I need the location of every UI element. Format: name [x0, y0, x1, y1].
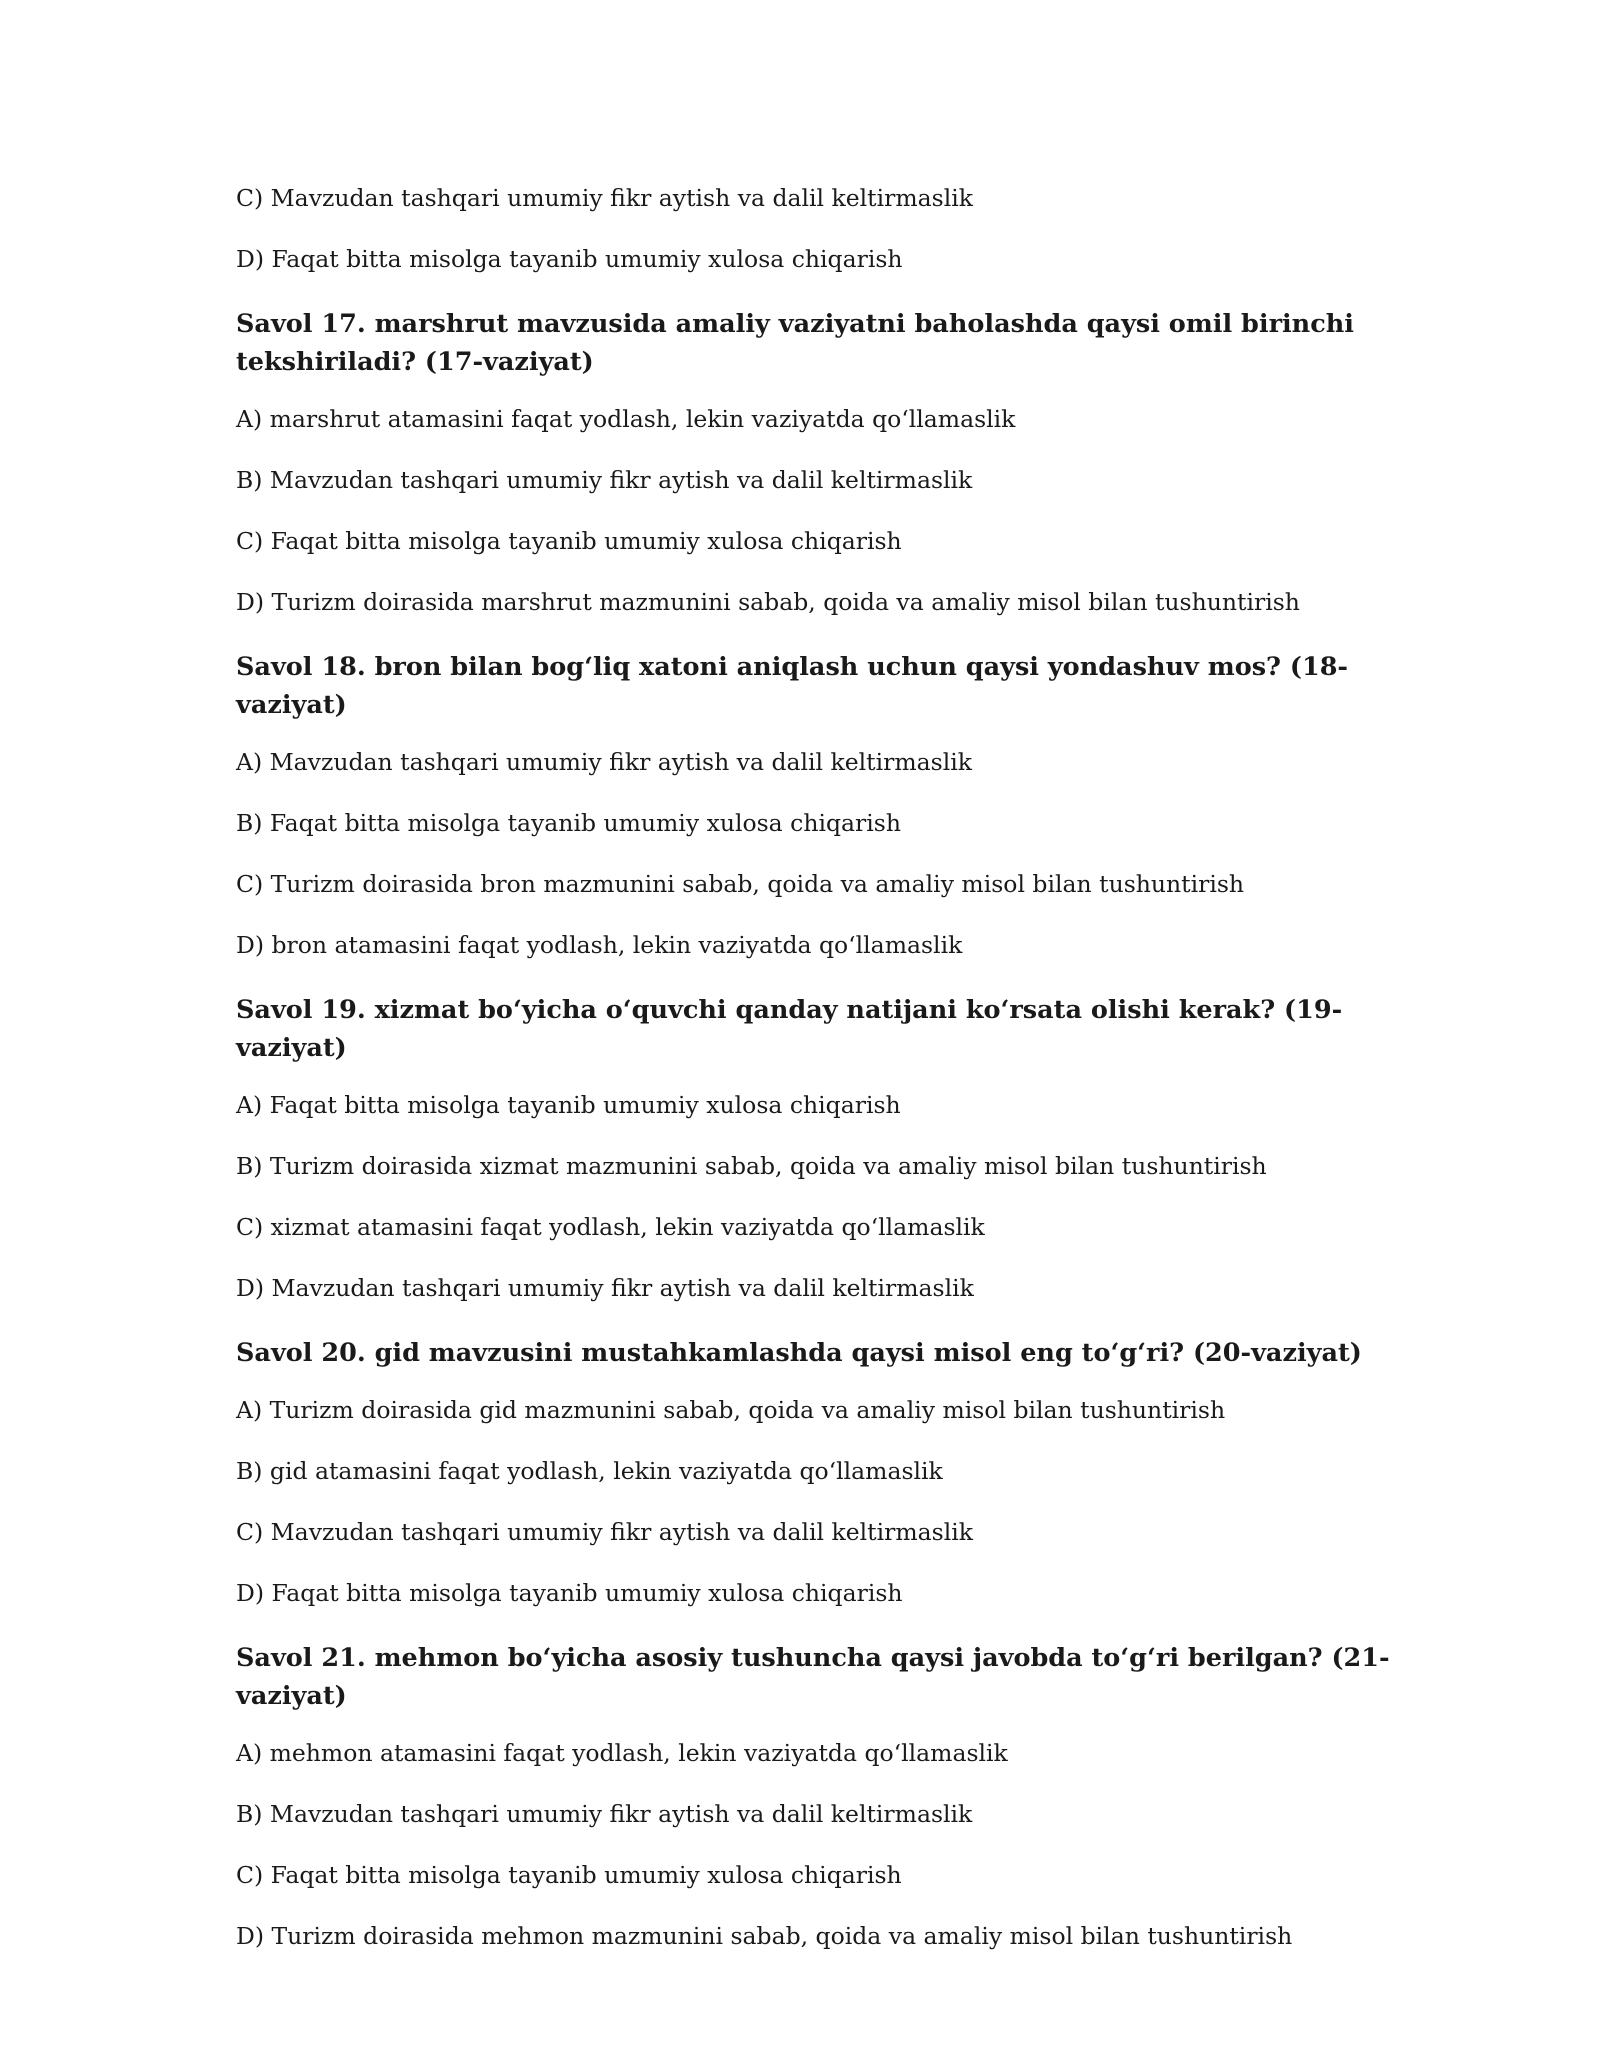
answer-option: C) xizmat atamasini faqat yodlash, lekin vaziyatda qo‘llamaslik	[236, 1213, 985, 1241]
answer-option: D) Faqat bitta misolga tayanib umumiy xulosa chiqarish	[236, 1579, 903, 1607]
document-page	[236, 183, 1396, 1982]
answer-option: B) gid atamasini faqat yodlash, lekin vaziyatda qo‘llamaslik	[236, 1457, 943, 1485]
answer-option: C) Turizm doirasida bron mazmunini sabab, qoida va amaliy misol bilan tushuntirish	[236, 870, 1245, 898]
answer-option: A) Turizm doirasida gid mazmunini sabab, qoida va amaliy misol bilan tushuntirish	[236, 1396, 1226, 1424]
answer-option: D) Turizm doirasida marshrut mazmunini sabab, qoida va amaliy misol bilan tushuntirish	[236, 588, 1300, 616]
answer-option: D) Mavzudan tashqari umumiy fikr aytish va dalil keltirmaslik	[236, 1274, 974, 1302]
answer-option: C) Mavzudan tashqari umumiy fikr aytish va dalil keltirmaslik	[236, 1518, 974, 1546]
answer-option: C) Mavzudan tashqari umumiy fikr aytish va dalil keltirmaslik	[236, 184, 974, 212]
answer-option: B) Turizm doirasida xizmat mazmunini sabab, qoida va amaliy misol bilan tushuntirish	[236, 1152, 1267, 1180]
question-title: Savol 21. mehmon bo‘yicha asosiy tushuncha qaysi javobda to‘g‘ri berilgan? (21-vaziyat)	[236, 1643, 1390, 1711]
question-title: Savol 20. gid mavzusini mustahkamlashda qaysi misol eng to‘g‘ri? (20-vaziyat)	[236, 1338, 1362, 1368]
answer-option: B) Mavzudan tashqari umumiy fikr aytish va dalil keltirmaslik	[236, 466, 973, 494]
answer-option: C) Faqat bitta misolga tayanib umumiy xulosa chiqarish	[236, 527, 902, 555]
answer-option: C) Faqat bitta misolga tayanib umumiy xulosa chiqarish	[236, 1861, 902, 1889]
answer-option: A) Faqat bitta misolga tayanib umumiy xulosa chiqarish	[236, 1091, 901, 1119]
answer-option: A) Mavzudan tashqari umumiy fikr aytish va dalil keltirmaslik	[236, 748, 972, 776]
question-title: Savol 19. xizmat bo‘yicha o‘quvchi qanday natijani ko‘rsata olishi kerak? (19-vaziyat)	[236, 995, 1343, 1063]
answer-option: A) mehmon atamasini faqat yodlash, lekin vaziyatda qo‘llamaslik	[236, 1739, 1008, 1767]
answer-option: B) Mavzudan tashqari umumiy fikr aytish va dalil keltirmaslik	[236, 1800, 973, 1828]
answer-option: D) bron atamasini faqat yodlash, lekin vaziyatda qo‘llamaslik	[236, 931, 963, 959]
answer-option: D) Faqat bitta misolga tayanib umumiy xulosa chiqarish	[236, 245, 903, 273]
question-title: Savol 17. marshrut mavzusida amaliy vaziyatni baholashda qaysi omil birinchi tekshiriladi? (17-vaziyat)	[236, 309, 1354, 377]
answer-option: D) Turizm doirasida mehmon mazmunini sabab, qoida va amaliy misol bilan tushuntirish	[236, 1922, 1293, 1950]
answer-option: B) Faqat bitta misolga tayanib umumiy xulosa chiqarish	[236, 809, 901, 837]
question-title: Savol 18. bron bilan bog‘liq xatoni aniqlash uchun qaysi yondashuv mos? (18-vaziyat)	[236, 652, 1349, 720]
answer-option: A) marshrut atamasini faqat yodlash, lekin vaziyatda qo‘llamaslik	[236, 405, 1016, 433]
